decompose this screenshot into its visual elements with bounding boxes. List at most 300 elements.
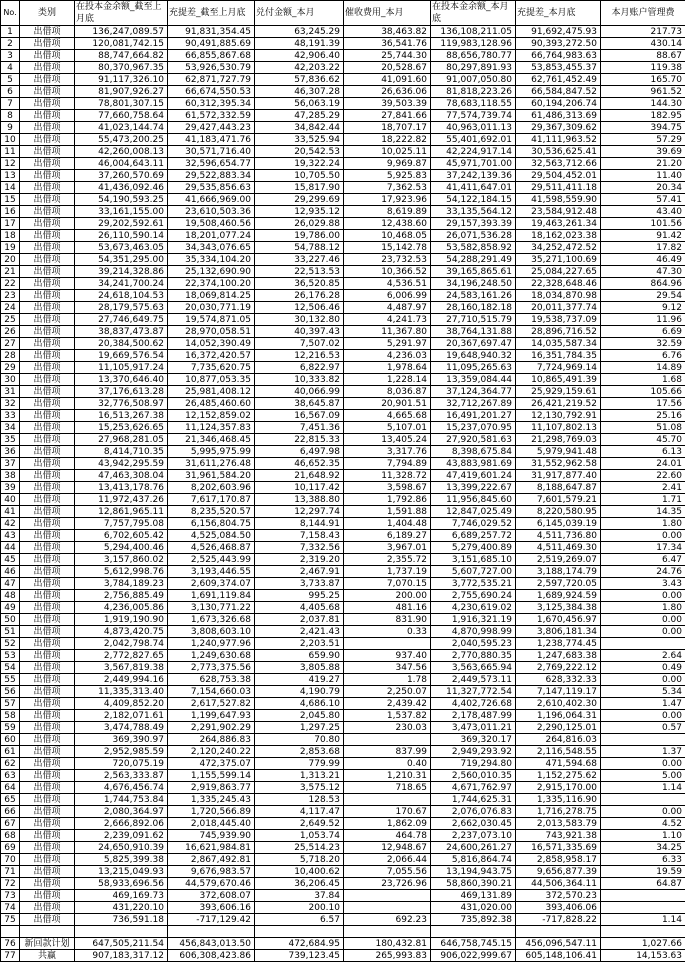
row-number-cell[interactable]: 32 [1, 398, 20, 410]
value-cell[interactable]: 101.56 [601, 218, 685, 230]
value-cell[interactable]: 3,317.76 [344, 446, 431, 458]
value-cell[interactable]: 119,983,128.96 [431, 38, 516, 50]
value-cell[interactable]: 3,188,174.79 [516, 566, 601, 578]
row-number-cell[interactable]: 46 [1, 566, 20, 578]
value-cell[interactable]: 11,367.80 [344, 326, 431, 338]
row-number-cell[interactable]: 64 [1, 782, 20, 794]
category-cell[interactable]: 出借项 [20, 902, 75, 914]
value-cell[interactable]: 1,249,630.68 [168, 650, 255, 662]
value-cell[interactable]: 5,979,941.48 [516, 446, 601, 458]
value-cell[interactable]: 3.43 [601, 578, 685, 590]
value-cell[interactable]: 3,151,685.10 [431, 554, 516, 566]
row-number-cell[interactable]: 75 [1, 914, 20, 926]
value-cell[interactable]: 1,210.31 [344, 770, 431, 782]
value-cell[interactable]: 16,567.09 [255, 410, 344, 422]
value-cell[interactable]: 20,367,697.47 [431, 338, 516, 350]
value-cell[interactable]: 29,367,309.62 [516, 122, 601, 134]
value-cell[interactable]: 31,961,584.20 [168, 470, 255, 482]
value-cell[interactable]: 647,505,211.54 [75, 938, 168, 950]
column-header-6[interactable]: 在投本金余额_本月底 [431, 1, 516, 26]
row-number-cell[interactable]: 56 [1, 686, 20, 698]
value-cell[interactable]: 2,769,222.12 [516, 662, 601, 674]
value-cell[interactable]: 9,656,877.39 [516, 866, 601, 878]
value-cell[interactable]: 1,155,599.14 [168, 770, 255, 782]
value-cell[interactable]: 42,260,008.13 [75, 146, 168, 158]
row-number-cell[interactable]: 7 [1, 98, 20, 110]
value-cell[interactable]: 906,022,999.67 [431, 950, 516, 962]
value-cell[interactable]: 481.16 [344, 602, 431, 614]
category-cell[interactable]: 出借项 [20, 470, 75, 482]
value-cell[interactable]: 692.23 [344, 914, 431, 926]
row-number-cell[interactable]: 40 [1, 494, 20, 506]
category-cell[interactable]: 出借项 [20, 602, 75, 614]
value-cell[interactable]: 9,969.87 [344, 158, 431, 170]
value-cell[interactable]: 3,563,665.94 [431, 662, 516, 674]
value-cell[interactable]: 91,831,354.45 [168, 26, 255, 38]
category-cell[interactable]: 出借项 [20, 494, 75, 506]
category-cell[interactable]: 出借项 [20, 50, 75, 62]
value-cell[interactable]: 961.52 [601, 86, 685, 98]
row-number-cell[interactable]: 39 [1, 482, 20, 494]
value-cell[interactable]: 5,294,400.46 [75, 542, 168, 554]
category-cell[interactable]: 出借项 [20, 398, 75, 410]
value-cell[interactable]: 907,183,317.12 [75, 950, 168, 962]
row-number-cell[interactable]: 6 [1, 86, 20, 98]
category-cell[interactable]: 出借项 [20, 578, 75, 590]
value-cell[interactable] [601, 890, 685, 902]
value-cell[interactable]: 11,105,917.24 [75, 362, 168, 374]
value-cell[interactable]: 7,055.56 [344, 866, 431, 878]
row-number-cell[interactable]: 30 [1, 374, 20, 386]
category-cell[interactable]: 出借项 [20, 350, 75, 362]
value-cell[interactable]: 28,179,575.63 [75, 302, 168, 314]
value-cell[interactable]: 47,285.29 [255, 110, 344, 122]
value-cell[interactable]: 1.71 [601, 494, 685, 506]
category-cell[interactable]: 出借项 [20, 758, 75, 770]
value-cell[interactable] [601, 902, 685, 914]
value-cell[interactable]: 91,692,475.93 [516, 26, 601, 38]
value-cell[interactable]: 11,095,265.63 [431, 362, 516, 374]
value-cell[interactable]: 29.54 [601, 290, 685, 302]
value-cell[interactable]: 29,511,411.18 [516, 182, 601, 194]
value-cell[interactable]: 13,359,084.44 [431, 374, 516, 386]
value-cell[interactable]: 4,409,852.20 [75, 698, 168, 710]
value-cell[interactable]: 2,467.91 [255, 566, 344, 578]
row-number-cell[interactable]: 31 [1, 386, 20, 398]
value-cell[interactable]: 39,165,865.61 [431, 266, 516, 278]
value-cell[interactable]: 13,370,646.40 [75, 374, 168, 386]
value-cell[interactable]: 1,240,977.96 [168, 638, 255, 650]
row-number-cell[interactable]: 66 [1, 806, 20, 818]
value-cell[interactable]: 47,419,601.24 [431, 470, 516, 482]
value-cell[interactable]: 394.75 [601, 122, 685, 134]
value-cell[interactable]: 3,125,384.38 [516, 602, 601, 614]
value-cell[interactable]: 1,716,278.75 [516, 806, 601, 818]
value-cell[interactable]: 456,843,013.50 [168, 938, 255, 950]
value-cell[interactable]: 8,202,603.96 [168, 482, 255, 494]
value-cell[interactable]: 88.67 [601, 50, 685, 62]
value-cell[interactable]: 34,343,076.65 [168, 242, 255, 254]
category-cell[interactable]: 出借项 [20, 266, 75, 278]
value-cell[interactable]: 12,152,859.02 [168, 410, 255, 422]
category-cell[interactable]: 出借项 [20, 458, 75, 470]
value-cell[interactable]: 4,686.10 [255, 698, 344, 710]
value-cell[interactable]: 53,673,463.05 [75, 242, 168, 254]
value-cell[interactable]: 431,220.10 [75, 902, 168, 914]
category-cell[interactable]: 出借项 [20, 26, 75, 38]
value-cell[interactable]: 5,718.20 [255, 854, 344, 866]
value-cell[interactable]: 6,145,039.19 [516, 518, 601, 530]
value-cell[interactable]: 32,563,712.66 [516, 158, 601, 170]
value-cell[interactable]: 419.27 [255, 674, 344, 686]
value-cell[interactable]: 3,130,771.22 [168, 602, 255, 614]
value-cell[interactable]: 19,786.00 [255, 230, 344, 242]
row-number-cell[interactable]: 41 [1, 506, 20, 518]
value-cell[interactable]: 0.00 [601, 614, 685, 626]
value-cell[interactable]: 15,253,626.65 [75, 422, 168, 434]
value-cell[interactable]: 8,188,647.87 [516, 482, 601, 494]
value-cell[interactable]: 9,676,983.57 [168, 866, 255, 878]
row-number-cell[interactable]: 47 [1, 578, 20, 590]
value-cell[interactable]: 29,504,452.01 [516, 170, 601, 182]
value-cell[interactable]: 4,230,619.02 [431, 602, 516, 614]
value-cell[interactable]: 1,537.82 [344, 710, 431, 722]
row-number-cell[interactable]: 50 [1, 614, 20, 626]
value-cell[interactable]: 62,761,452.49 [516, 74, 601, 86]
value-cell[interactable]: 2,597,720.05 [516, 578, 601, 590]
value-cell[interactable]: 88,656,780.77 [431, 50, 516, 62]
value-cell[interactable]: 4,536.51 [344, 278, 431, 290]
value-cell[interactable]: 47.30 [601, 266, 685, 278]
category-cell[interactable]: 出借项 [20, 290, 75, 302]
value-cell[interactable]: 37,242,139.36 [431, 170, 516, 182]
value-cell[interactable]: 5,607,727.00 [431, 566, 516, 578]
value-cell[interactable]: 2,080,364.97 [75, 806, 168, 818]
value-cell[interactable]: 16,621,984.81 [168, 842, 255, 854]
row-number-cell[interactable]: 68 [1, 830, 20, 842]
value-cell[interactable]: 12,506.46 [255, 302, 344, 314]
value-cell[interactable]: 3,474,788.49 [75, 722, 168, 734]
value-cell[interactable]: 20,011,377.74 [516, 302, 601, 314]
value-cell[interactable]: 200.00 [344, 590, 431, 602]
category-cell[interactable]: 出借项 [20, 122, 75, 134]
value-cell[interactable]: 0.00 [601, 590, 685, 602]
value-cell[interactable]: 2,949,293.92 [431, 746, 516, 758]
value-cell[interactable]: 16,372,420.57 [168, 350, 255, 362]
value-cell[interactable]: 2,120,240.22 [168, 746, 255, 758]
value-cell[interactable]: 16,351,784.35 [516, 350, 601, 362]
value-cell[interactable]: 369,320.17 [431, 734, 516, 746]
row-number-cell[interactable]: 21 [1, 266, 20, 278]
value-cell[interactable]: 0.00 [601, 674, 685, 686]
value-cell[interactable]: 471,594.68 [516, 758, 601, 770]
value-cell[interactable]: 735,892.38 [431, 914, 516, 926]
value-cell[interactable]: 5.00 [601, 770, 685, 782]
value-cell[interactable]: 7,154,660.03 [168, 686, 255, 698]
value-cell[interactable]: 25,132,690.90 [168, 266, 255, 278]
value-cell[interactable]: 91,117,326.10 [75, 74, 168, 86]
category-cell[interactable]: 出借项 [20, 374, 75, 386]
value-cell[interactable]: 659.90 [255, 650, 344, 662]
category-cell[interactable]: 出借项 [20, 662, 75, 674]
row-number-cell[interactable]: 15 [1, 194, 20, 206]
value-cell[interactable]: 7,332.56 [255, 542, 344, 554]
row-number-cell[interactable]: 55 [1, 674, 20, 686]
value-cell[interactable]: 2,858,958.17 [516, 854, 601, 866]
row-number-cell[interactable]: 38 [1, 470, 20, 482]
value-cell[interactable]: 91.42 [601, 230, 685, 242]
value-cell[interactable]: 15,142.78 [344, 242, 431, 254]
value-cell[interactable]: 646,758,745.15 [431, 938, 516, 950]
value-cell[interactable]: 5,291.97 [344, 338, 431, 350]
value-cell[interactable]: 5,612,998.76 [75, 566, 168, 578]
value-cell[interactable]: 372,570.23 [516, 890, 601, 902]
value-cell[interactable]: 31,552,962.58 [516, 458, 601, 470]
value-cell[interactable]: 29,427,443.23 [168, 122, 255, 134]
value-cell[interactable]: 28,970,058.51 [168, 326, 255, 338]
value-cell[interactable]: 12,130,792.91 [516, 410, 601, 422]
category-cell[interactable]: 出借项 [20, 254, 75, 266]
value-cell[interactable]: 472,375.07 [168, 758, 255, 770]
value-cell[interactable]: 53,582,858.92 [431, 242, 516, 254]
value-cell[interactable]: 29,157,393.39 [431, 218, 516, 230]
value-cell[interactable]: 14,035,587.34 [516, 338, 601, 350]
value-cell[interactable]: 1,199,647.93 [168, 710, 255, 722]
value-cell[interactable]: 41,183,471.76 [168, 134, 255, 146]
value-cell[interactable]: 66,674,550.53 [168, 86, 255, 98]
value-cell[interactable]: 33,161,155.00 [75, 206, 168, 218]
value-cell[interactable]: 12,297.74 [255, 506, 344, 518]
value-cell[interactable]: 26,110,590.14 [75, 230, 168, 242]
value-cell[interactable]: 36,206.45 [255, 878, 344, 890]
value-cell[interactable]: 77,660,758.64 [75, 110, 168, 122]
value-cell[interactable]: 43,942,295.59 [75, 458, 168, 470]
value-cell[interactable]: 3,808,603.10 [168, 626, 255, 638]
value-cell[interactable]: 11,335,313.40 [75, 686, 168, 698]
value-cell[interactable]: 2,250.07 [344, 686, 431, 698]
column-header-1[interactable]: 类别 [20, 1, 75, 26]
value-cell[interactable]: 3,598.67 [344, 482, 431, 494]
row-number-cell[interactable]: 72 [1, 878, 20, 890]
value-cell[interactable]: 1,673,326.68 [168, 614, 255, 626]
value-cell[interactable]: 38,645.87 [255, 398, 344, 410]
value-cell[interactable]: 1.80 [601, 518, 685, 530]
row-number-cell[interactable]: 60 [1, 734, 20, 746]
row-number-cell[interactable]: 48 [1, 590, 20, 602]
value-cell[interactable]: 170.67 [344, 806, 431, 818]
value-cell[interactable]: 20,542.53 [255, 146, 344, 158]
category-cell[interactable]: 出借项 [20, 710, 75, 722]
row-number-cell[interactable]: 36 [1, 446, 20, 458]
value-cell[interactable] [344, 890, 431, 902]
value-cell[interactable]: 18,707.17 [344, 122, 431, 134]
value-cell[interactable]: 42,906.40 [255, 50, 344, 62]
value-cell[interactable]: 36,520.85 [255, 278, 344, 290]
value-cell[interactable]: 22.60 [601, 470, 685, 482]
value-cell[interactable] [344, 734, 431, 746]
value-cell[interactable]: 2,439.42 [344, 698, 431, 710]
category-cell[interactable]: 出借项 [20, 698, 75, 710]
row-number-cell[interactable]: 17 [1, 218, 20, 230]
value-cell[interactable]: 19,463,261.34 [516, 218, 601, 230]
value-cell[interactable]: 736,591.18 [75, 914, 168, 926]
value-cell[interactable]: 55,473,200.25 [75, 134, 168, 146]
value-cell[interactable]: 0.40 [344, 758, 431, 770]
row-number-cell[interactable]: 24 [1, 302, 20, 314]
row-number-cell[interactable]: 42 [1, 518, 20, 530]
value-cell[interactable]: 2,182,071.61 [75, 710, 168, 722]
category-cell[interactable]: 出借项 [20, 206, 75, 218]
row-number-cell[interactable]: 33 [1, 410, 20, 422]
category-cell[interactable]: 出借项 [20, 674, 75, 686]
value-cell[interactable]: 1.10 [601, 830, 685, 842]
value-cell[interactable]: 605,148,106.41 [516, 950, 601, 962]
value-cell[interactable]: 6.57 [255, 914, 344, 926]
value-cell[interactable]: 26,176.28 [255, 290, 344, 302]
value-cell[interactable]: 37,124,364.77 [431, 386, 516, 398]
value-cell[interactable]: 19,669,576.54 [75, 350, 168, 362]
value-cell[interactable]: 36,541.76 [344, 38, 431, 50]
value-cell[interactable]: 7,158.43 [255, 530, 344, 542]
value-cell[interactable]: 27,841.66 [344, 110, 431, 122]
value-cell[interactable]: 27,710,515.79 [431, 314, 516, 326]
value-cell[interactable]: 21,346,468.45 [168, 434, 255, 446]
value-cell[interactable]: 19,508,460.56 [168, 218, 255, 230]
value-cell[interactable]: 1,916,321.19 [431, 614, 516, 626]
row-number-cell[interactable]: 51 [1, 626, 20, 638]
value-cell[interactable]: 431,020.00 [431, 902, 516, 914]
value-cell[interactable]: 54,351,295.00 [75, 254, 168, 266]
value-cell[interactable]: 53,853,455.37 [516, 62, 601, 74]
category-cell[interactable]: 出借项 [20, 650, 75, 662]
value-cell[interactable]: 43.40 [601, 206, 685, 218]
category-cell[interactable]: 出借项 [20, 626, 75, 638]
value-cell[interactable]: 37,176,613.28 [75, 386, 168, 398]
value-cell[interactable]: 46,307.28 [255, 86, 344, 98]
value-cell[interactable]: 1,053.74 [255, 830, 344, 842]
value-cell[interactable]: 39,214,328.86 [75, 266, 168, 278]
row-number-cell[interactable]: 67 [1, 818, 20, 830]
value-cell[interactable]: 27,968,281.05 [75, 434, 168, 446]
value-cell[interactable]: 25,981,408.12 [168, 386, 255, 398]
category-cell[interactable]: 出借项 [20, 218, 75, 230]
row-number-cell[interactable]: 13 [1, 170, 20, 182]
value-cell[interactable]: 1,792.86 [344, 494, 431, 506]
value-cell[interactable]: 41,666,969.00 [168, 194, 255, 206]
value-cell[interactable]: 2,421.43 [255, 626, 344, 638]
value-cell[interactable]: 31,917,877.40 [516, 470, 601, 482]
row-number-cell[interactable]: 10 [1, 134, 20, 146]
category-cell[interactable]: 出借项 [20, 302, 75, 314]
value-cell[interactable]: 2,525,443.99 [168, 554, 255, 566]
value-cell[interactable]: 7,362.53 [344, 182, 431, 194]
row-number-cell[interactable]: 77 [1, 950, 20, 962]
category-cell[interactable]: 出借项 [20, 434, 75, 446]
value-cell[interactable]: 40,963,011.13 [431, 122, 516, 134]
value-cell[interactable]: 2,609,374.07 [168, 578, 255, 590]
value-cell[interactable]: 56,063.19 [255, 98, 344, 110]
value-cell[interactable]: 864.96 [601, 278, 685, 290]
value-cell[interactable]: 23,732.53 [344, 254, 431, 266]
value-cell[interactable]: 66,855,867.68 [168, 50, 255, 62]
value-cell[interactable]: 19.59 [601, 866, 685, 878]
value-cell[interactable]: 1,335,116.90 [516, 794, 601, 806]
row-number-cell[interactable]: 37 [1, 458, 20, 470]
value-cell[interactable]: 2,867,492.81 [168, 854, 255, 866]
value-cell[interactable]: 31,611,276.48 [168, 458, 255, 470]
value-cell[interactable]: 38,463.82 [344, 26, 431, 38]
value-cell[interactable]: 57.41 [601, 194, 685, 206]
value-cell[interactable]: 128.53 [255, 794, 344, 806]
value-cell[interactable]: 2,076,076.83 [431, 806, 516, 818]
value-cell[interactable]: 1.78 [344, 674, 431, 686]
value-cell[interactable]: 13,194,943.75 [431, 866, 516, 878]
value-cell[interactable]: 7,724,969.14 [516, 362, 601, 374]
value-cell[interactable]: 54,122,184.15 [431, 194, 516, 206]
value-cell[interactable]: 1,335,245.43 [168, 794, 255, 806]
value-cell[interactable]: 2,239,091.62 [75, 830, 168, 842]
value-cell[interactable]: 2,770,880.35 [431, 650, 516, 662]
category-cell[interactable]: 出借项 [20, 134, 75, 146]
value-cell[interactable]: 13,413,178.76 [75, 482, 168, 494]
value-cell[interactable]: 4,236,005.86 [75, 602, 168, 614]
value-cell[interactable]: 5,995,975.99 [168, 446, 255, 458]
value-cell[interactable]: 2,040,595.23 [431, 638, 516, 650]
value-cell[interactable]: 7,601,579.21 [516, 494, 601, 506]
value-cell[interactable]: 78,801,307.15 [75, 98, 168, 110]
value-cell[interactable]: 1,691,119.84 [168, 590, 255, 602]
value-cell[interactable]: 44,506,364.11 [516, 878, 601, 890]
value-cell[interactable]: 180,432.81 [344, 938, 431, 950]
category-cell[interactable]: 出借项 [20, 194, 75, 206]
value-cell[interactable]: 2,919,863.77 [168, 782, 255, 794]
value-cell[interactable]: 2,018,445.40 [168, 818, 255, 830]
value-cell[interactable]: 14.89 [601, 362, 685, 374]
row-number-cell[interactable]: 29 [1, 362, 20, 374]
row-number-cell[interactable]: 57 [1, 698, 20, 710]
value-cell[interactable]: 5.34 [601, 686, 685, 698]
category-cell[interactable]: 出借项 [20, 278, 75, 290]
value-cell[interactable]: 4,117.47 [255, 806, 344, 818]
value-cell[interactable]: 264,886.83 [168, 734, 255, 746]
value-cell[interactable]: 38,837,473.87 [75, 326, 168, 338]
value-cell[interactable]: 54,788.12 [255, 242, 344, 254]
value-cell[interactable]: 2.41 [601, 482, 685, 494]
value-cell[interactable]: 347.56 [344, 662, 431, 674]
value-cell[interactable]: 11,124,357.83 [168, 422, 255, 434]
value-cell[interactable]: 7,617,170.87 [168, 494, 255, 506]
value-cell[interactable]: 2,203.51 [255, 638, 344, 650]
value-cell[interactable]: 78,683,118.55 [431, 98, 516, 110]
value-cell[interactable]: 2,013,583.79 [516, 818, 601, 830]
value-cell[interactable]: 63,245.29 [255, 26, 344, 38]
value-cell[interactable]: 42,203.22 [255, 62, 344, 74]
value-cell[interactable]: 29,535,856.63 [168, 182, 255, 194]
category-cell[interactable]: 出借项 [20, 746, 75, 758]
row-number-cell[interactable]: 2 [1, 38, 20, 50]
value-cell[interactable]: 24,618,104.53 [75, 290, 168, 302]
value-cell[interactable]: 10,877,053.35 [168, 374, 255, 386]
value-cell[interactable]: 41,111,963.52 [516, 134, 601, 146]
category-cell[interactable]: 出借项 [20, 446, 75, 458]
value-cell[interactable]: 18,222.82 [344, 134, 431, 146]
value-cell[interactable]: 34,241,700.24 [75, 278, 168, 290]
category-cell[interactable]: 出借项 [20, 590, 75, 602]
value-cell[interactable]: 745,939.90 [168, 830, 255, 842]
category-cell[interactable]: 出借项 [20, 770, 75, 782]
row-number-cell[interactable]: 16 [1, 206, 20, 218]
value-cell[interactable]: 27,920,581.63 [431, 434, 516, 446]
